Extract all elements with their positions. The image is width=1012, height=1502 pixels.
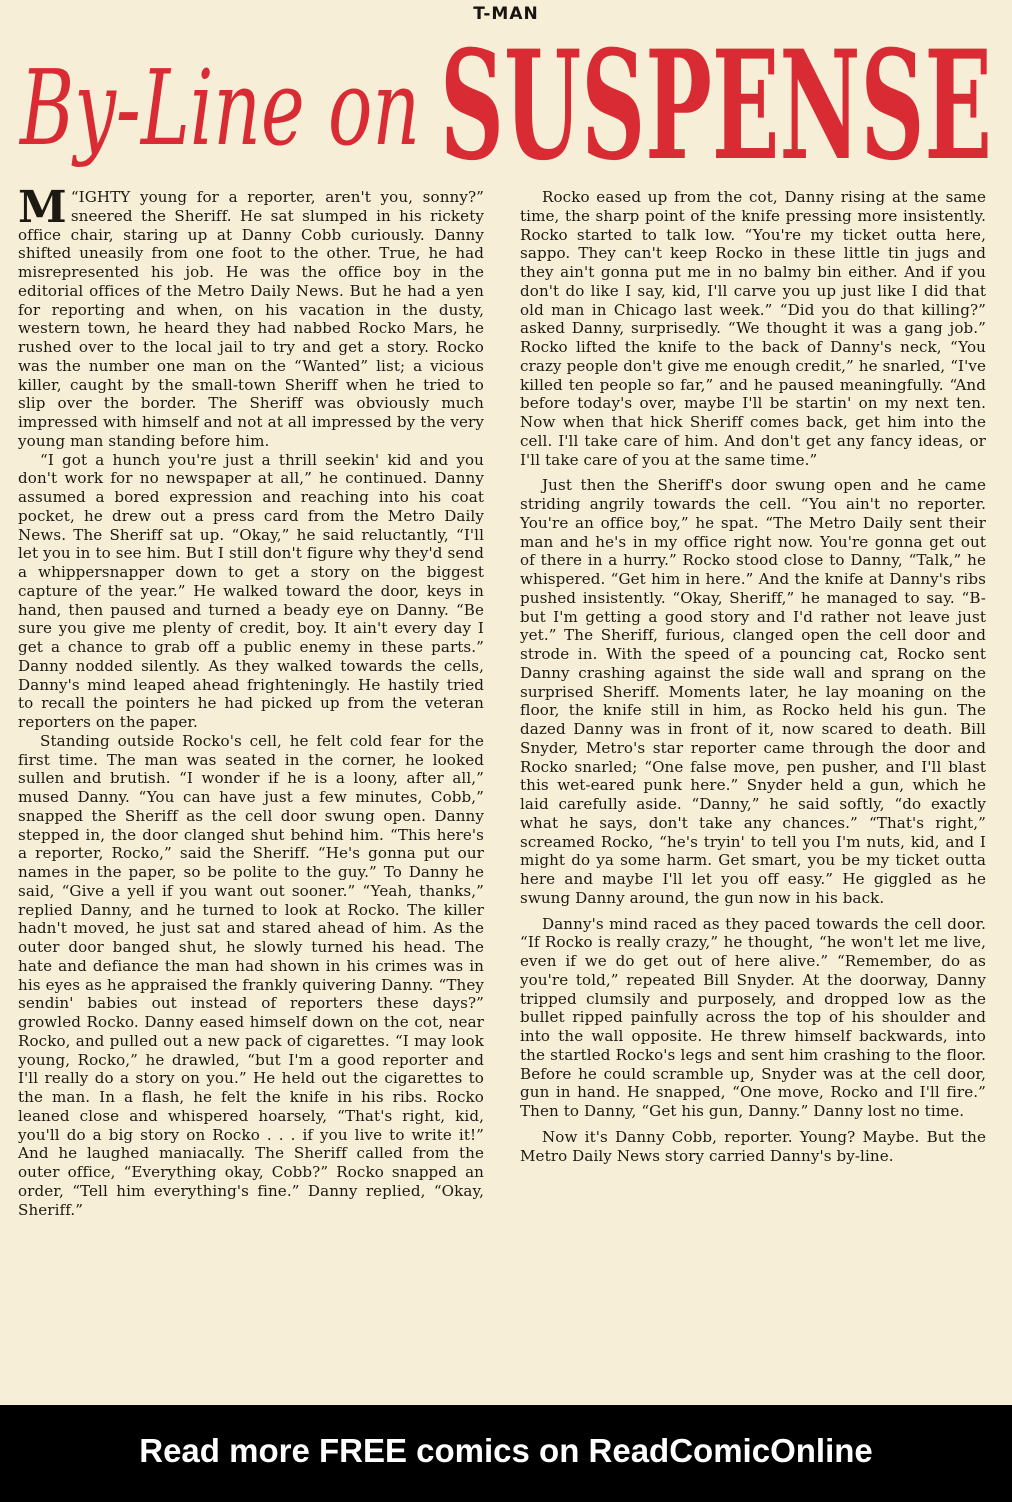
drop-cap: M bbox=[18, 182, 67, 233]
title-part-byline: By-Line on bbox=[18, 47, 421, 169]
paragraph: Just then the Sheriff's door swung open and he came striding angrily towards the cell. “You ain't no reporter. You're an office boy,” he spat. “The Metro Daily sent their man and he's in my office right now. You're gonna get out of there in a hurry.” Rocko stood close to Danny, “Talk,” he whispered. “Get him in here.” And the knife at Danny's ribs pushed insistently. “Okay, Sheriff,” he managed to say. “B-but I'm getting a good story and I'd rather not leave just yet.” The Sheriff, furious, clanged open the cell door and strode in. With the speed of a pouncing cat, Rocko sent Danny crashing against the side wall and sprang on the surprised Sheriff. Moments later, he lay moaning on the floor, the knife still in him, as Rocko held his gun. The dazed Danny was in front of it, now scared to death. Bill Snyder, Metro's star reporter came through the door and Rocko snarled; “One false move, pen pusher, and I'll blast this wet-eared punk here.” Snyder held a gun, which he laid carefully aside. “Danny,” he said softly, “do exactly what he says, don't take any chances.” “That's right,” screamed Rocko, “he's tryin' to tell you I'm nuts, kid, and I might do ya some harm. Get smart, you be my ticket outta here and maybe I'll let you off easy.” He giggled as he swung Danny around, the gun now in his back. bbox=[520, 476, 986, 907]
opening-quote: “ bbox=[70, 188, 79, 206]
running-head: T-MAN bbox=[473, 4, 539, 24]
title-part-suspense: SUSPENSE bbox=[440, 18, 992, 172]
right-column bbox=[520, 188, 986, 1165]
paragraph: Standing outside Rocko's cell, he felt cold fear for the first time. The man was seated in the corner, he looked sullen and brutish. “I wonder if he is a loony, after all,” mused Danny. “You can have just a few minutes, Cobb,” snapped the Sheriff as the cell door swung open. Danny stepped in, the door clanged shut behind him. “This here's a reporter, Rocko,” said the Sheriff. “He's gonna put our names in the paper, so be polite to the guy.” To Danny he said, “Give a yell if you want out sooner.” “Yeah, thanks,” replied Danny, and he turned to look at Rocko. The killer hadn't moved, he just sat and stared ahead of him. As the outer door banged shut, he slowly turned his head. The hate and defiance the man had shown in his crimes was in his eyes as he appraised the frankly quivering Danny. “They sendin' babies out instead of reporters these days?” growled Rocko. Danny eased himself down on the cot, near Rocko, and pulled out a new pack of cigarettes. “I may look young, Rocko,” he drawled, “but I'm a good reporter and I'll really do a story on you.” He held out the cigarettes to the man. In a flash, he felt the knife in his ribs. Rocko leaned close and whispered hoarsely, “That's right, kid, you'll do a big story on Rocko . . . if you live to write it!” And he laughed maniacally. The Sheriff called from the outer office, “Everything okay, Cobb?” Rocko snapped an order, “Tell him everything's fine.” Danny replied, “Okay, Sheriff.” bbox=[18, 731, 484, 1219]
paragraph: Rocko eased up from the cot, Danny rising at the same time, the sharp point of the knife pressing more insistently. Rocko started to talk low. “You're my ticket outta here, sappo. They can't keep Rocko in these little tin jugs and they ain't gonna put me in no balmy bin either. And if you don't do like I say, kid, I'll carve you up just like I did that old man in Chicago last week.” “Did you do that killing?” asked Danny, surprisedly. “We thought it was a gang job.” Rocko lifted the knife to the back of Danny's neck, “You crazy people don't give me enough credit,” he snarled, “I've killed ten people so far,” and he paused meaningfully. “And before today's over, maybe I'll be startin' on my next ten. Now when that hick Sheriff comes back, get him into the cell. I'll take care of him. And don't get any fancy ideas, or I'll take care of you at the same time.” bbox=[520, 188, 986, 469]
paragraph: Now it's Danny Cobb, reporter. Young? Maybe. But the Metro Daily News story carried Danny's by-line. bbox=[520, 1127, 986, 1165]
paragraph-text: IGHTY young for a reporter, aren't you, sonny?” sneered the Sheriff. He sat slumped in his rickety office chair, staring up at Danny Cobb curiously. Danny shifted uneasily from one foot to the other. True, he had misrepresented his job. He was the office boy in the editorial offices of the Metro Daily News. But he had a yen for reporting and when, on his vacation in the dusty, western town, he heard they had nabbed Rocko Mars, he rushed over to the local jail to try and get a story. Rocko was the number one man on the “Wanted” list; a vicious killer, caught by the small-town Sheriff when he tried to slip over the border. The Sheriff was obviously much impressed with himself and not at all impressed by the very young man standing before him. bbox=[18, 188, 484, 450]
paragraph: Danny's mind raced as they paced towards the cell door. “If Rocko is really crazy,” he thought, “he won't let me live, even if we do get out of here alive.” “Remember, do as you're told,” repeated Bill Snyder. At the doorway, Danny tripped clumsily and purposely, and dropped low as the bullet ripped painfully across the top of his shoulder and into the wall opposite. He threw himself backwards, into the startled Rocko's legs and sent him crashing to the floor. Before he could scramble up, Snyder was at the cell door, gun in hand. He snapped, “One move, Rocko and I'll fire.” Then to Danny, “Get his gun, Danny.” Danny lost no time. bbox=[520, 914, 986, 1120]
paragraph bbox=[18, 182, 484, 451]
paragraph: “I got a hunch you're just a thrill seekin' kid and you don't work for no newspaper at all,” he continued. Danny assumed a bored expression and reaching into his coat pocket, he drew out a press card from the Metro Daily News. The Sheriff sat up. “Okay,” he said reluctantly, “I'll let you in to see him. But I still don't figure why they'd send a whippersnapper down to get a story on the biggest capture of the year.” He walked toward the door, keys in hand, then paused and turned a beady eye on Danny. “Be sure you give me plenty of credit, boy. It ain't every day I get a chance to grab off a public enemy in these parts.” Danny nodded silently. As they walked towards the cells, Danny's mind leaped ahead frighteningly. He hastily tried to recall the pointers he had picked up from the veteran reporters on the paper. bbox=[18, 450, 484, 731]
article-body bbox=[18, 182, 986, 1388]
title-lettering bbox=[12, 12, 1002, 172]
story-title bbox=[12, 12, 1002, 172]
left-column bbox=[18, 182, 484, 1219]
promo-banner[interactable]: Read more FREE comics on ReadComicOnline bbox=[0, 1405, 1012, 1502]
